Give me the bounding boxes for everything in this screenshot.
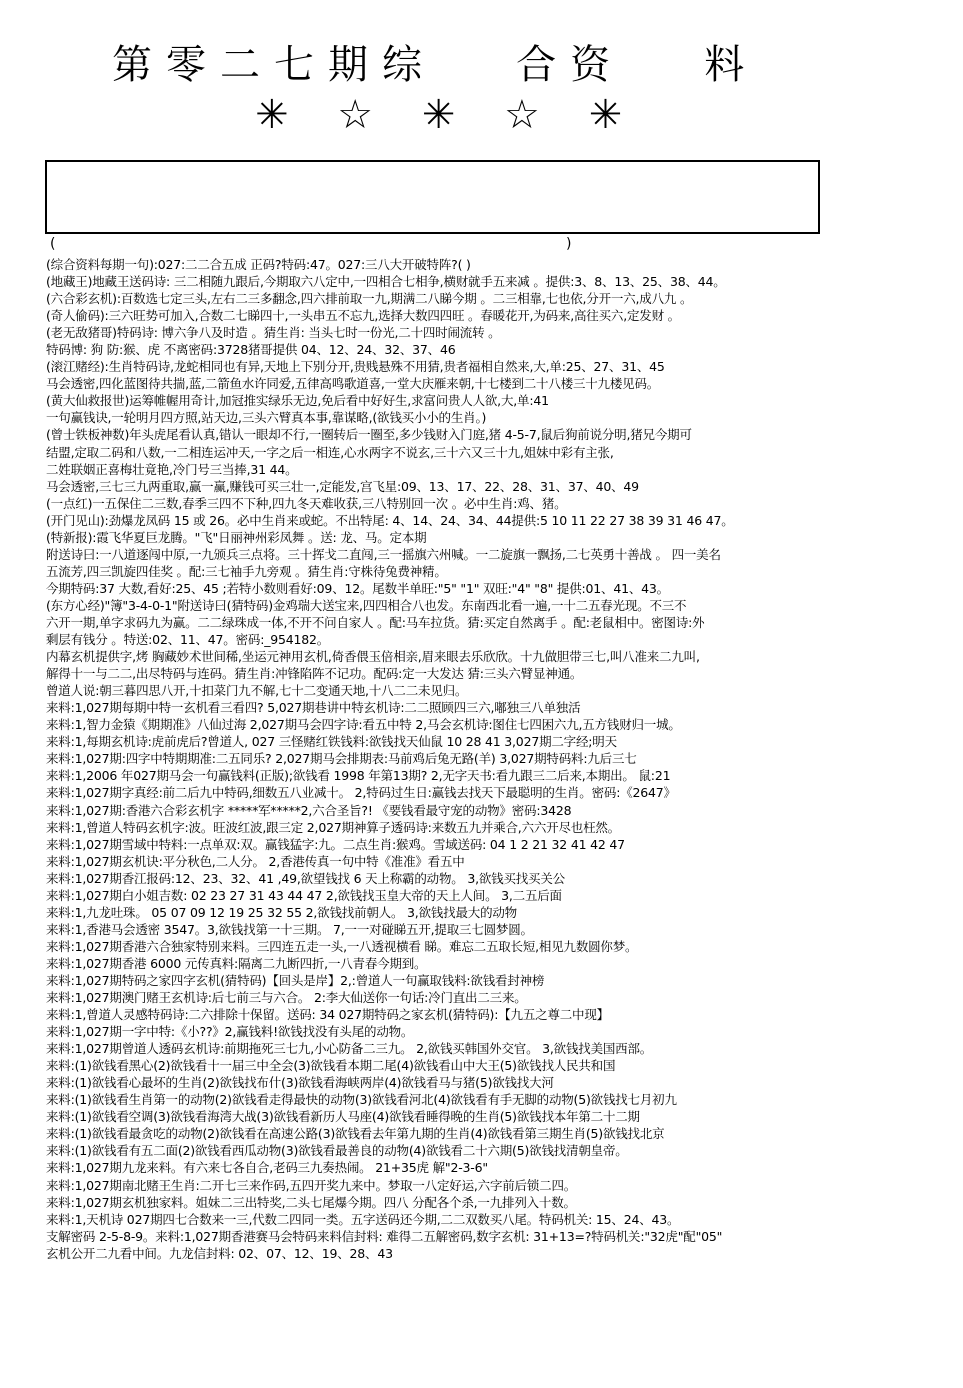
text-line: 来料:1,027期香江报码:12、23、32、41 ,49,欲望钱找 6 天上称霸的动物。 3,欲钱买找买关公 [46,870,565,886]
text-line: 一句赢钱诀,一轮明月四方照,站天边,三头六臂真本事,靠谋略,(欲钱买小小的生肖。) [46,410,487,426]
text-line: 曾道人说:朝三暮四思八开,十扣菜门九不解,七十二变通天地,十八二二未见归。 [46,683,468,699]
text-line: 来料:(1)欲钱看心最坏的生肖(2)欲钱找布什(3)欲钱看海峡两岸(4)欲钱看马与猪(5)欲钱找大河 [46,1075,554,1091]
text-line: 特码博: 狗 防:猴、虎 不离密码:3728猪哥提供 04、12、24、32、37、46 [46,342,456,358]
text-line: (东方心经)"簿"3-4-0-1"附送诗曰(猜特码)金鸡瑞大送宝来,四四相合八也发。东南西北看一遍,一十二五春光现。不三不 [46,597,687,613]
text-line: 马会透密,四化蓝图待共揣,蓝,二箭鱼水许同爱,五律高鸣歌道喜,一堂大庆雁来朝,十七楼到二十八楼三十九楼见码。 [46,376,660,392]
text-line: (综合资料每期一句):027:二二合五成 正码?特码:47。027:三八大开破特阵?( ) [46,257,471,272]
text-line: 二姓联姻正喜梅壮竟艳,冷门号三当捧,31 44。 [46,461,298,477]
text-line: (六合彩玄机):百数选七定三头,左右二三多翻念,四六排前取一九,期满二八睇今期 。二三相靠,七也依,分开一六,成八九 。 [46,291,693,307]
text-line: (开门见山):劲爆龙凤码 15 或 26。必中生肖来或蛇。不出特尾: 4、14、24、34、44提供:5 10 11 22 27 38 39 31 46 47。 [46,512,734,528]
text-line: 来料:1,027期玄机独家料。姐妹二三出特奖,二头七尾爆今期。四八 分配各个杀,一九排列入十数。 [46,1194,576,1210]
text-line: (奇人偷码):三六旺势可加入,合数二七睇四十,一头串五不忘九,选择大数四四旺 。春暖花开,为码来,高往买六,定发财 。 [46,308,680,324]
text-line: 来料:(1)欲钱看空调(3)欲钱看海湾大战(3)欲钱看新历人马座(4)欲钱看睡得晚的生肖(5)欲钱找本年第二十二期 [46,1109,640,1125]
text-line: 来料:1,027期:香港六合彩玄机字 *****军*****2,六合圣旨?! 《要钱看最守宠的动物》密码:3428 [46,802,572,818]
text-line: 五流芳,四三凯旋四佳奖 。配:三七袖手九旁观 。猜生肖:守株待兔费神精。 [46,563,447,579]
text-line: 来料:(1)欲钱看黑心(2)欲钱看十一届三中全会(3)欲钱看本期二尾(4)欲钱看山中大王(5)欲钱找人民共和国 [46,1058,616,1074]
text-line: 来料:1,027期南北赌王生肖:二开七三来作码,五四开奖九来中。梦取一八定好运,六字前后锁二四。 [46,1177,577,1193]
text-line: 来料:1,027期玄机诀:平分秋色,二人分。 2,香港传真一句中特《准准》看五中 [46,853,465,869]
text-line: 支解密码 2-5-8-9。来料:1,027期香港赛马会特码来料信封料: 难得二五解密码,数字玄机: 31+13=?特码机关:"32虎"配"05" [46,1228,723,1244]
open-paren: ( [50,236,56,252]
text-line: 来料:(1)欲钱看生肖第一的动物(2)欲钱看走得最快的动物(3)欲钱看河北(4)欲钱看有手无脚的动物(5)欲钱找七月初九 [46,1092,677,1108]
text-line: 结盟,定取二码和八数,一二相连运冲天,一字之后一相连,心水两字不说玄,三十六又三十九,姐妹中彩有主张, [46,444,614,460]
text-line: 剩层有钱分 。特送:02、11、47。密码:_954182。 [46,632,330,648]
text-body [46,256,926,1262]
decorative-stars: ✳ ☆ ✳ ☆ ✳ [255,92,623,138]
text-line: 来料:1,027期曾道人透码玄机诗:前期拖死三七九,小心防备二三九。 2,欲钱买韩国外交官。 3,欲钱找美国西部。 [46,1041,653,1057]
text-line: 来料:1,027期每期中特一玄机看三看四? 5,027期巷讲中特玄机诗:二二照顾四三六,嘟独三八单独活 [46,700,581,716]
text-line: 来料:1,智力金猿《期期准》八仙过海 2,027期马会四字诗:看五中特 2,马会玄机诗:图住七四困六九,五方钱财归一城。 [46,717,681,733]
text-line: (地藏王)地藏王送码诗: 三二相随九跟后,今期取六八定中,一四相合七相争,横财就手五来减 。提供:3、8、13、25、38、44。 [46,274,726,290]
text-line: 解得十一与二二,出尽特码与连码。猜生肖:冲锋陷阵不记功。配码:定一大发达 猜:三头六臂显神通。 [46,666,583,682]
text-line: 来料:1,027期特码之家四字玄机(猜特码)【回头是岸】2,:曾道人一句赢取钱料:欲钱看封神榜 [46,972,545,988]
text-line: 来料:(1)欲钱看有五二面(2)欲钱看西瓜动物(3)欲钱看最善良的动物(4)欲钱看二十六期(5)欲钱找清朝皇帝。 [46,1143,628,1159]
text-line: 来料:(1)欲钱看最贪吃的动物(2)欲钱看在高速公路(3)欲钱看去年第九期的生肖(4)欲钱看第三期生肖(5)欲钱找北京 [46,1126,665,1142]
text-line: 来料:1,027期字真经:前二后九中特码,细数五八业减十。 2,特码过生日:赢钱去找天下最聪明的生肖。密码:《2647》 [46,785,676,801]
text-line: 玄机公开二九看中间。九龙信封料: 02、07、12、19、28、43 [46,1245,393,1261]
text-line: (一点红)一五保住二三数,春季三四不下种,四九冬天难收获,三八特别回一次 。必中生肖:鸡、猪。 [46,495,567,511]
text-line: 来料:1,曾道人灵感特码诗:二六排除十保留。送码: 34 027期特码之家玄机(猜特码):【九五之尊二中现】 [46,1007,609,1023]
text-line: (黄大仙救报世)运筹帷幄用奇计,加冠推实绿乐无边,免后看中好好生,求富问贵人人欲,大,单:41 [46,393,549,409]
text-line: (老无敌猪哥)特码诗: 博六争八及时造 。猜生肖: 当头七时一份光,二十四时闹流转 。 [46,325,501,341]
text-line: 来料:1,027期白小姐吉数: 02 23 27 31 43 44 47 2,欲钱找玉皇大帝的天上人间。 3,二五后面 [46,887,562,903]
close-paren: ) [566,236,572,252]
text-line: 来料:1,天机诗 027期四七合数来一三,代数二四同一类。五字送码还今期,二二双数买八尾。特码机关: 15、24、43。 [46,1211,680,1227]
text-line: 附送诗曰:一八道逐闯中原,一九颁兵三点将。三十挥戈二直闯,三一摇旗六州喊。一二旋旗一飘扬,二七英勇十善战 。 四一美名 [46,546,721,562]
text-line: 六开一期,单字求码九为赢。二二绿珠成一体,不开不问自家人 。配:马车拉货。猜:买定自然离手 。配:老鼠相中。密图诗:外 [46,614,705,630]
text-line: 来料:1,027期香港 6000 元传真料:隔离二九断四折,一八青春今期到。 [46,955,427,971]
text-line: 马会透密,三七三九两重取,赢一赢,赚钱可买三壮一,定能发,宫飞星:09、13、17、22、28、31、37、40、49 [46,478,639,494]
text-line: 来料:1,每期玄机诗:虎前虎后?曾道人, 027 三怪赌红铁钱料:欲钱找天仙鼠 10 28 41 3,027期二字经;明天 [46,734,617,750]
text-line: 来料:1,027期九龙来料。有六来七各自合,老码三九奏热闹。 21+35虎 解"2-3-6" [46,1160,488,1176]
text-line: (特新报):霞飞华夏巨龙腾。"飞"日丽神州彩凤舞 。送: 龙、马。定本期 [46,529,427,545]
text-line: 来料:1,曾道人特码玄机字:波。旺波红波,跟三定 2,027期神算子透码诗:来数五九并乘合,六六开尽也枉然。 [46,819,620,835]
text-line: (滚江赌经):生肖特码诗,龙蛇相同也有异,天地上下别分开,贵贱悬殊不用猜,贵者福相自然来,大,单:25、27、31、45 [46,359,665,375]
text-line: 今期特码:37 大数,看好:25、45 ;若特小数则看好:09、12。尾数半单旺:"5" "1" 双旺:"4" "8" 提供:01、41、43。 [46,580,669,596]
blank-answer-box [45,160,820,234]
page-title: 第零二七期综 合资 料 [112,42,759,88]
text-line: 来料:1,九龙吐珠。 05 07 09 12 19 25 32 55 2,欲钱找前朝人。 3,欲钱找最大的动物 [46,904,517,920]
text-line: 来料:1,027期香港六合独家特别来料。三四连五走一头,一八透视横看 睇。难忘二五取长短,相见九数圆你梦。 [46,938,638,954]
text-line: (曾士铁板神数)年头虎尾看认真,错认一眼却不行,一圈转后一圈至,多少钱财入门庭,猪 4-5-7,鼠后狗前说分明,猪兄今期可 [46,427,692,443]
text-line: 内幕玄机提供字,烤 胸藏妙术世间稀,坐运元神用玄机,倚香偎玉倍相亲,眉来眼去乐欣欣。十九做胆带三七,叫八准来二九叫, [46,649,700,665]
text-line: 来料:1,027期一字中特:《小??》2,赢钱料!欲钱找没有头尾的动物。 [46,1024,414,1040]
text-line: 来料:1,027期雪域中特料:一点单双:双。赢钱猛字:九。二点生肖:猴鸡。雪域送码: 04 1 2 21 32 41 42 47 [46,836,625,852]
text-line: 来料:1,027期澳门赌王玄机诗:后七前三与六合。 2:李大仙送你一句话:冷门直出二三来。 [46,990,527,1006]
text-line: 来料:1,香港马会透密 3547。3,欲钱找第一十三期。 7,一一对碰睇五开,提取三七圆梦圆。 [46,921,533,937]
text-line: 来料:1,2006 年027期马会一句赢钱料(正版);欲钱看 1998 年第13期? 2,无字天书:看九跟三二后来,本期出。 鼠:21 [46,768,671,784]
text-line: 来料:1,027期:四字中特期期准:二五同乐? 2,027期马会排期表:马前鸡后兔无路(羊) 3,027期特码料:九后三七 [46,751,637,767]
